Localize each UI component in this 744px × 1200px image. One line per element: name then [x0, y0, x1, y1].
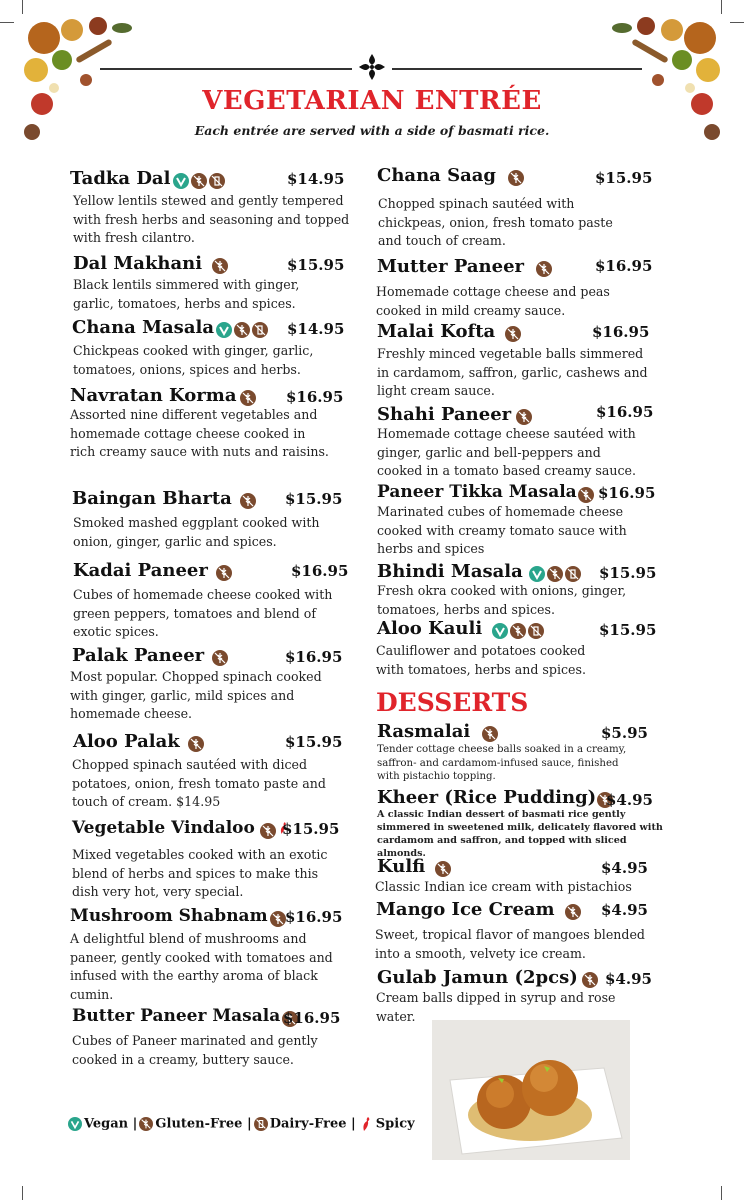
item-price: $16.95: [291, 562, 349, 580]
item-name: Kulfi: [377, 856, 453, 880]
gluten-free-icon: [516, 409, 532, 425]
diet-icons: [582, 969, 600, 991]
item-price: $16.95: [598, 484, 656, 502]
gulab-jamun-photo: [432, 1020, 630, 1160]
item-description: Sweet, tropical flavor of mangoes blended into a smooth, velvety ice cream.: [375, 927, 645, 961]
diet-icons: [216, 319, 270, 341]
gluten-free-icon: [505, 326, 521, 342]
gluten-free-icon: [240, 390, 256, 406]
item-description: Fresh okra cooked with onions, ginger, tomatoes, herbs and spices.: [377, 583, 627, 617]
item-price: $4.95: [606, 791, 653, 809]
item-name: Vegetable Vindaloo: [72, 817, 288, 842]
fleuron-ornament-icon: [357, 52, 387, 82]
gluten-free-icon: [191, 173, 207, 189]
gluten-free-icon: [508, 170, 524, 186]
item-price: $15.95: [282, 820, 340, 838]
item-description: Smoked mashed eggplant cooked with onion, ginger, garlic and spices.: [73, 515, 320, 549]
item-name: Navratan Korma: [70, 385, 258, 409]
gluten-free-icon: [212, 650, 228, 666]
item-price: $16.95: [285, 908, 343, 926]
item-description: A delightful blend of mushrooms and paneer, gently cooked with tomatoes and infused with the earthy aroma of black cumin.: [70, 931, 333, 1002]
item-description: Tender cottage cheese balls soaked in a creamy, saffron- and cardamom-infused sauce, finished with pistachio topping.: [377, 744, 627, 782]
spicy-icon: [360, 1116, 372, 1132]
gluten-free-icon: [139, 1117, 153, 1131]
vegan-icon: [173, 173, 189, 189]
item-price: $16.95: [595, 257, 653, 275]
legend-dairy-free-label: Dairy-Free: [269, 1116, 347, 1132]
gluten-free-icon: [270, 911, 286, 927]
item-description: Homemade cottage cheese sautéed with ginger, garlic and bell-peppers and cooked in a tomato based creamy sauce.: [377, 426, 636, 478]
gluten-free-icon: [188, 736, 204, 752]
item-name: Mushroom Shabnam: [70, 905, 288, 929]
crop-mark: [730, 22, 744, 23]
item-description: Chopped spinach sautéed with chickpeas, onion, fresh tomato paste and touch of cream.: [378, 196, 613, 248]
desserts-heading: DESSERTS: [376, 688, 529, 717]
item-name: Mutter Paneer: [377, 256, 554, 280]
item-name: Aloo Palak: [73, 731, 206, 755]
item-price: $16.95: [285, 648, 343, 666]
dairy-free-icon: [252, 322, 268, 338]
item-price: $15.95: [285, 733, 343, 751]
item-price: $16.95: [596, 403, 654, 421]
legend-gluten-free-label: Gluten-Free: [155, 1116, 243, 1132]
vegan-icon: [68, 1117, 82, 1131]
diet-icons: [505, 323, 523, 345]
diet-icons: [188, 733, 206, 755]
item-price: $14.95: [287, 320, 345, 338]
item-name: Chana Saag: [377, 165, 526, 189]
item-price: $14.95: [287, 170, 345, 188]
diet-icons: [508, 167, 526, 189]
page-subtitle: Each entrée are served with a side of basmati rice.: [194, 123, 550, 138]
item-price: $4.95: [605, 970, 652, 988]
diet-icons: [216, 562, 234, 584]
diet-icons: [240, 490, 258, 512]
item-description: Freshly minced vegetable balls simmered in cardamom, saffron, garlic, cashews and light cream sauce.: [377, 346, 648, 398]
dairy-free-icon: [565, 566, 581, 582]
gluten-free-icon: [510, 623, 526, 639]
item-price: $15.95: [285, 490, 343, 508]
item-name: Palak Paneer: [72, 645, 230, 669]
item-description: Assorted nine different vegetables and homemade cottage cheese cooked in rich creamy sauce with nuts and raisins.: [70, 407, 329, 459]
vegan-icon: [216, 322, 232, 338]
item-price: $16.95: [283, 1009, 341, 1027]
item-name: Butter Paneer Masala: [72, 1005, 300, 1029]
item-price: $15.95: [287, 256, 345, 274]
diet-icons: [435, 858, 453, 880]
crop-mark: [721, 1186, 722, 1200]
item-price: $16.95: [286, 388, 344, 406]
item-price: $5.95: [601, 724, 648, 742]
item-description: A classic Indian dessert of basmati rice gently simmered in sweetened milk, delicately flavored with cardamom and saffron, and topped with sliced almonds.: [377, 809, 663, 859]
diet-icons: [536, 258, 554, 280]
item-price: $16.95: [592, 323, 650, 341]
gluten-free-icon: [582, 972, 598, 988]
header-rule-right: [392, 68, 642, 70]
item-name: Shahi Paneer: [377, 404, 534, 428]
item-description: Cubes of Paneer marinated and gently cooked in a creamy, buttery sauce.: [72, 1033, 318, 1067]
item-description: Mixed vegetables cooked with an exotic blend of herbs and spices to make this dish very hot, very special.: [72, 847, 328, 899]
crop-mark: [0, 22, 14, 23]
diet-icons: [578, 483, 596, 505]
diet-icons: [482, 723, 500, 745]
item-name: Aloo Kauli: [377, 618, 546, 642]
vegan-icon: [492, 623, 508, 639]
item-name: Tadka Dal: [70, 168, 227, 192]
item-description: Cubes of homemade cheese cooked with green peppers, tomatoes and blend of exotic spices.: [73, 587, 333, 639]
gluten-free-icon: [565, 904, 581, 920]
item-description: Chopped spinach sautéed with diced potatoes, onion, fresh tomato paste and touch of cream. $14.95: [72, 757, 326, 809]
diet-icons: [212, 647, 230, 669]
item-description: Classic Indian ice cream with pistachios: [375, 879, 632, 894]
item-name: Mango Ice Cream: [376, 899, 583, 923]
item-price: $4.95: [601, 901, 648, 919]
diet-icons: [173, 170, 227, 192]
header-rule-left: [100, 68, 352, 70]
gluten-free-icon: [240, 493, 256, 509]
diet-icons: [212, 255, 230, 277]
gluten-free-icon: [536, 261, 552, 277]
item-name: Gulab Jamun (2pcs): [377, 967, 600, 991]
item-name: Dal Makhani: [73, 253, 230, 277]
item-description: Cauliflower and potatoes cooked with tomatoes, herbs and spices.: [376, 643, 586, 677]
gluten-free-icon: [212, 258, 228, 274]
gluten-free-icon: [578, 487, 594, 503]
item-name: Rasmalai: [377, 721, 500, 745]
item-description: Yellow lentils stewed and gently tempered with fresh herbs and seasoning and topped with fresh cilantro.: [73, 193, 350, 245]
legend-vegan-label: Vegan: [84, 1116, 129, 1132]
crop-mark: [22, 1186, 23, 1200]
gluten-free-icon: [547, 566, 563, 582]
item-price: $15.95: [595, 169, 653, 187]
item-name: Kheer (Rice Pudding): [377, 787, 615, 811]
item-description: Homemade cottage cheese and peas cooked in mild creamy sauce.: [376, 284, 610, 318]
item-description: Black lentils simmered with ginger, garlic, tomatoes, herbs and spices.: [73, 277, 300, 311]
item-name: Bhindi Masala: [377, 561, 583, 585]
item-description: Cream balls dipped in syrup and rose water.: [376, 990, 616, 1024]
gluten-free-icon: [234, 322, 250, 338]
item-price: $4.95: [601, 859, 648, 877]
item-price: $15.95: [599, 621, 657, 639]
diet-icons: [565, 901, 583, 923]
vegan-icon: [529, 566, 545, 582]
dairy-free-icon: [254, 1117, 268, 1131]
gluten-free-icon: [216, 565, 232, 581]
dietary-legend: Vegan | Gluten-Free | Dairy-Free | Spicy: [68, 1116, 415, 1132]
legend-spicy-label: Spicy: [375, 1116, 415, 1132]
diet-icons: [492, 620, 546, 642]
item-description: Chickpeas cooked with ginger, garlic, tomatoes, onions, spices and herbs.: [73, 343, 314, 377]
item-description: Marinated cubes of homemade cheese cooked with creamy tomato sauce with herbs and spices: [377, 504, 627, 556]
dairy-free-icon: [209, 173, 225, 189]
item-name: Chana Masala: [72, 317, 270, 341]
page-title: VEGETARIAN ENTRÉE: [202, 86, 542, 116]
gluten-free-icon: [435, 861, 451, 877]
item-price: $15.95: [599, 564, 657, 582]
gluten-free-icon: [260, 823, 276, 839]
dairy-free-icon: [528, 623, 544, 639]
item-name: Paneer Tikka Masala: [377, 481, 596, 505]
item-description: Most popular. Chopped spinach cooked with ginger, garlic, mild spices and homemade cheese.: [70, 669, 322, 721]
gluten-free-icon: [482, 726, 498, 742]
item-name: Baingan Bharta: [72, 488, 258, 512]
item-name: Kadai Paneer: [73, 560, 234, 584]
item-name: Malai Kofta: [377, 321, 523, 345]
